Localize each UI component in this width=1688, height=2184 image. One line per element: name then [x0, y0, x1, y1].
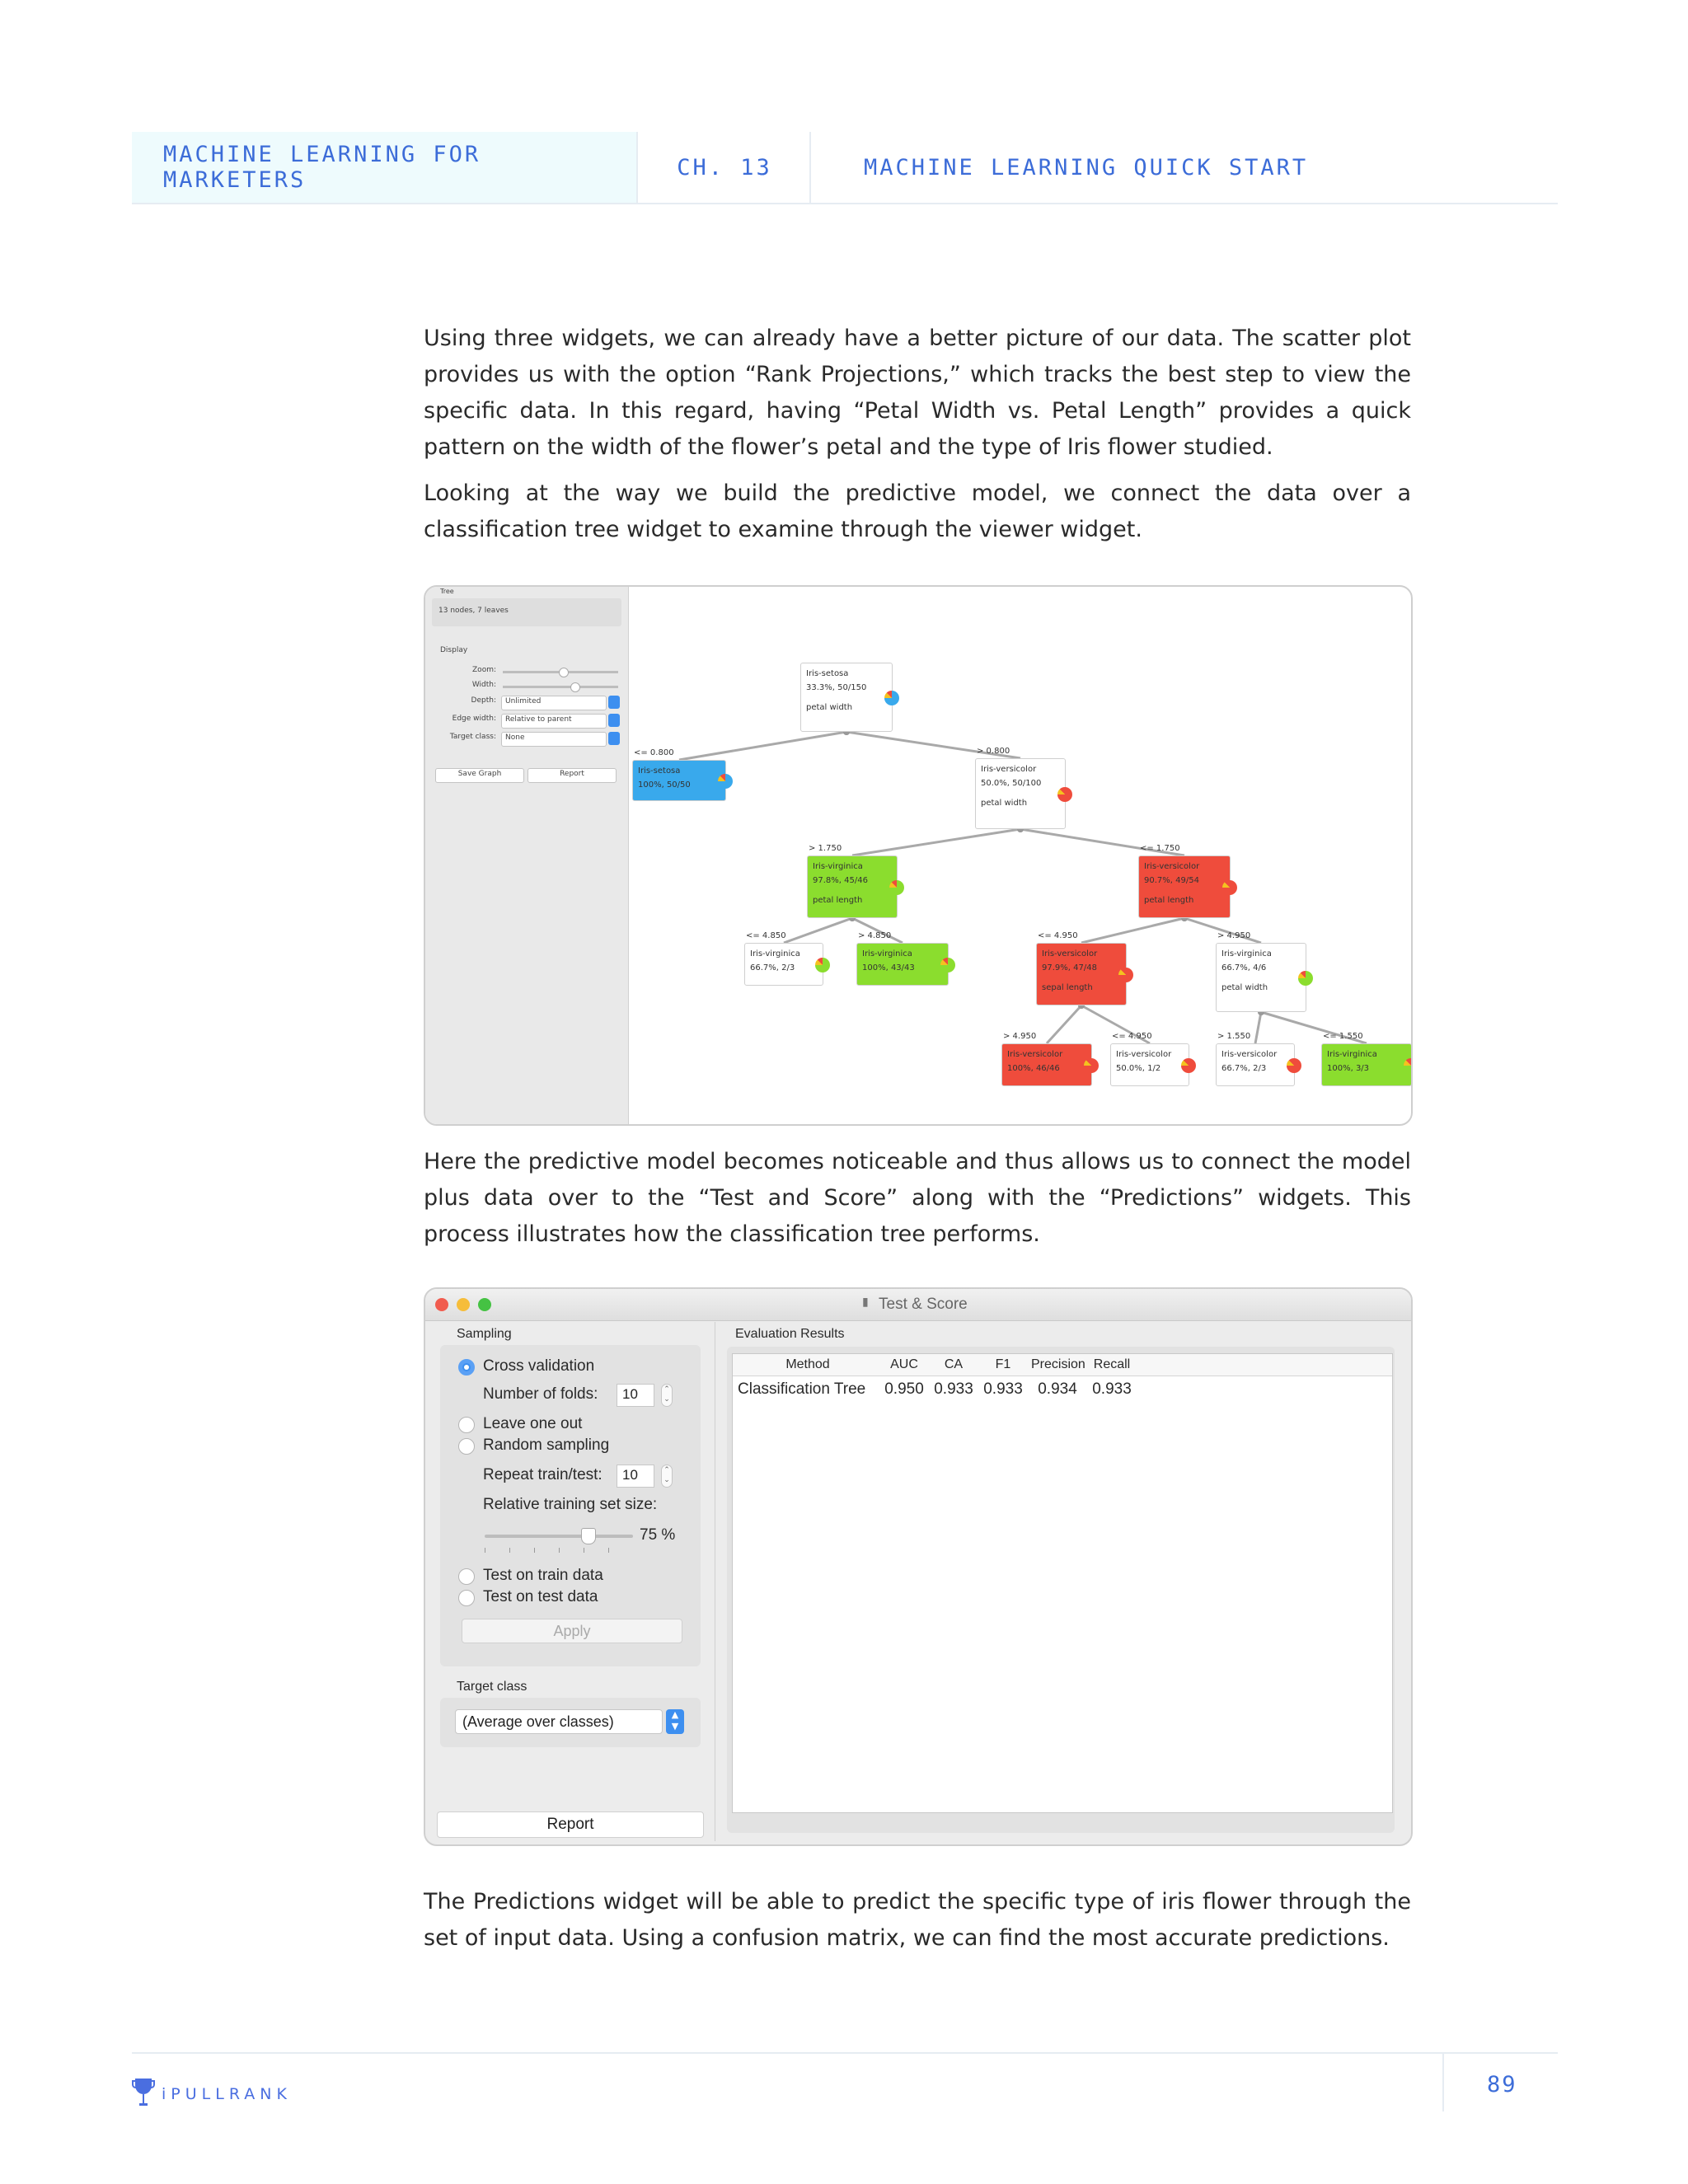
depth-select[interactable]: Unlimited: [501, 696, 607, 710]
zoom-slider-knob[interactable]: [559, 668, 569, 677]
results-column-header[interactable]: Recall: [1093, 1357, 1131, 1371]
node-stat: 50.0%, 1/2: [1116, 1064, 1161, 1073]
node-stat: 100%, 50/50: [638, 780, 691, 790]
random-sampling-label: Random sampling: [483, 1436, 610, 1454]
edge-label: > 1.750: [809, 844, 842, 853]
tree-viewer-sidebar: [425, 587, 629, 1124]
node-class: Iris-setosa: [806, 669, 849, 678]
save-graph-button[interactable]: Save Graph: [435, 768, 524, 783]
width-label: Width:: [471, 681, 496, 689]
tree-edge: [1047, 1005, 1081, 1043]
target-class-dropdown-icon[interactable]: ▲ ▼: [666, 1709, 684, 1734]
node-class: Iris-virginica: [1327, 1050, 1377, 1059]
edge-label: > 1.550: [1217, 1032, 1251, 1041]
edge-label: <= 1.550: [1323, 1032, 1363, 1041]
edge-label: > 0.800: [977, 747, 1010, 756]
target-class-select[interactable]: (Average over classes): [455, 1709, 663, 1734]
tree-node[interactable]: [1001, 1043, 1092, 1086]
random-sampling-radio[interactable]: [458, 1438, 475, 1455]
edge-label: > 4.950: [1217, 931, 1251, 940]
table-cell: Classification Tree: [738, 1380, 866, 1398]
table-cell: 0.950: [884, 1380, 924, 1398]
results-label: Evaluation Results: [735, 1327, 845, 1341]
edge-label: > 4.950: [1003, 1032, 1037, 1041]
chapter-label: CH. 13: [636, 132, 811, 203]
target-class-select-arrow-icon[interactable]: [608, 732, 620, 745]
tree-info: 13 nodes, 7 leaves: [438, 607, 509, 615]
tree-edge: [1081, 918, 1184, 943]
footer-brand: iPULLRANK: [162, 2085, 292, 2103]
edge-label: <= 4.950: [1038, 931, 1078, 940]
folds-label: Number of folds:: [483, 1385, 598, 1403]
test-score-figure: [424, 1287, 1413, 1846]
tree-node[interactable]: [856, 943, 949, 986]
tree-node[interactable]: [1216, 1043, 1295, 1086]
results-column-header[interactable]: Method: [785, 1357, 830, 1371]
leave-one-out-label: Leave one out: [483, 1415, 583, 1432]
results-column-header[interactable]: F1: [995, 1357, 1011, 1371]
paragraph-2: Looking at the way we build the predictive model, we connect the data over a classification tree widget to examine through the viewer widget.: [424, 480, 1411, 542]
page-number: 89: [1487, 2072, 1517, 2097]
node-pie-icon: [718, 774, 733, 789]
node-pie-icon: [1084, 1058, 1099, 1073]
test-test-radio[interactable]: [458, 1590, 475, 1606]
running-header: [132, 132, 1558, 204]
node-pie-icon: [1118, 968, 1133, 982]
tree-node[interactable]: [1321, 1043, 1412, 1086]
node-class: Iris-virginica: [862, 949, 912, 958]
tree-node[interactable]: [1110, 1043, 1189, 1086]
zoom-window-icon[interactable]: [478, 1298, 491, 1311]
results-table: [732, 1353, 1393, 1813]
width-slider[interactable]: [503, 686, 618, 688]
node-stat: 100%, 43/43: [862, 963, 915, 972]
trophy-logo-icon: [132, 2077, 155, 2107]
paragraph-4: The Predictions widget will be able to predict the specific type of iris flower through the set of input data. Using a confusion matrix, we can find the most accurate predictions.: [424, 1889, 1411, 1951]
results-column-header[interactable]: Precision: [1031, 1357, 1085, 1371]
node-stat: 66.7%, 2/3: [750, 963, 795, 972]
repeat-stepper-icon[interactable]: ⌃ ⌄: [661, 1465, 673, 1488]
table-row[interactable]: [733, 1379, 1392, 1400]
node-class: Iris-virginica: [750, 949, 800, 958]
apply-button[interactable]: Apply: [462, 1619, 682, 1643]
zoom-label: Zoom:: [472, 666, 496, 674]
node-class: Iris-versicolor: [1221, 1050, 1278, 1059]
edge-label: <= 4.950: [1112, 1032, 1152, 1041]
table-cell: 0.934: [1038, 1380, 1077, 1398]
node-class: Iris-versicolor: [1042, 949, 1098, 958]
book-title: MACHINE LEARNING FOR MARKETERS: [132, 132, 636, 203]
width-slider-knob[interactable]: [570, 682, 580, 692]
folds-input[interactable]: 10: [617, 1384, 654, 1407]
node-class: Iris-versicolor: [981, 765, 1037, 774]
node-split-attribute: petal width: [1221, 983, 1268, 992]
table-cell: 0.933: [983, 1380, 1023, 1398]
repeat-label: Repeat train/test:: [483, 1466, 603, 1483]
node-class: Iris-versicolor: [1144, 862, 1200, 871]
node-pie-icon: [1287, 1058, 1301, 1073]
paragraph-3: Here the predictive model becomes noticeable and thus allows us to connect the model plus data over to the “Test and Score” along with the “Predictions” widgets. This process illustrates how the classification tree performs.: [424, 1149, 1411, 1247]
node-class: Iris-setosa: [638, 766, 681, 776]
section-title: MACHINE LEARNING QUICK START: [809, 132, 1558, 203]
node-stat: 100%, 46/46: [1007, 1064, 1060, 1073]
document-icon: ▮: [862, 1296, 869, 1309]
node-class: Iris-virginica: [813, 862, 863, 871]
minimize-window-icon[interactable]: [457, 1298, 470, 1311]
edge-width-select[interactable]: Relative to parent: [501, 714, 607, 729]
tree-canvas: [629, 587, 1411, 1124]
tree-node[interactable]: [1138, 855, 1231, 918]
table-cell: 0.933: [1092, 1380, 1132, 1398]
target-class-section-label: Target class: [457, 1680, 528, 1694]
tree-node[interactable]: [1036, 943, 1127, 1005]
node-split-attribute: petal length: [813, 896, 863, 905]
test-train-label: Test on train data: [483, 1567, 603, 1584]
node-stat: 97.8%, 45/46: [813, 876, 868, 885]
close-window-icon[interactable]: [435, 1298, 448, 1311]
depth-select-arrow-icon[interactable]: [608, 696, 620, 709]
report-button[interactable]: Report: [528, 768, 617, 783]
node-stat: 100%, 3/3: [1327, 1064, 1370, 1073]
page-footer: [132, 2052, 1558, 2111]
node-pie-icon: [815, 958, 830, 972]
node-split-attribute: sepal length: [1042, 983, 1093, 992]
node-stat: 90.7%, 49/54: [1144, 876, 1199, 885]
edge-label: > 4.850: [858, 931, 892, 940]
node-stat: 97.9%, 47/48: [1042, 963, 1097, 972]
relative-size-label: Relative training set size:: [483, 1496, 658, 1513]
tree-node[interactable]: [800, 663, 893, 732]
edge-label: <= 1.750: [1140, 844, 1180, 853]
cross-validation-radio[interactable]: [458, 1359, 475, 1376]
node-class: Iris-versicolor: [1116, 1050, 1172, 1059]
node-stat: 33.3%, 50/150: [806, 683, 867, 692]
tree-node[interactable]: [632, 760, 726, 801]
repeat-input[interactable]: 10: [617, 1465, 654, 1488]
node-stat: 66.7%, 2/3: [1221, 1064, 1267, 1073]
tree-edge: [784, 918, 852, 943]
leave-one-out-radio[interactable]: [458, 1417, 475, 1433]
node-pie-icon: [1222, 880, 1237, 895]
table-cell: 0.933: [934, 1380, 973, 1398]
cross-validation-label: Cross validation: [483, 1357, 595, 1375]
tree-edge: [852, 829, 1020, 855]
node-class: Iris-virginica: [1221, 949, 1272, 958]
display-section-label: Display: [440, 646, 468, 654]
results-column-header[interactable]: CA: [944, 1357, 964, 1371]
test-test-label: Test on test data: [483, 1588, 598, 1605]
tree-node[interactable]: [807, 855, 898, 918]
test-train-radio[interactable]: [458, 1568, 475, 1585]
target-class-select[interactable]: None: [501, 732, 607, 747]
node-class: Iris-versicolor: [1007, 1050, 1063, 1059]
report-button[interactable]: Report: [437, 1811, 704, 1838]
node-split-attribute: petal length: [1144, 896, 1194, 905]
tree-edge: [1255, 1012, 1261, 1043]
paragraph-1: Using three widgets, we can already have a better picture of our data. The scatter plot provides us with the option “Rank Projections,” which tracks the best step to view the specific data. In this regard, having “Petal Width vs. Petal Length” provides a quick pattern on the width of the flower’s petal and the type of Iris flower studied.: [424, 326, 1411, 460]
folds-stepper-icon[interactable]: ⌃ ⌄: [661, 1384, 673, 1407]
edge-label: <= 4.850: [746, 931, 786, 940]
edge-width-select-arrow-icon[interactable]: [608, 714, 620, 727]
window-title: Test & Score: [879, 1296, 968, 1313]
node-pie-icon: [940, 958, 955, 972]
tree-node[interactable]: [1216, 943, 1306, 1012]
slider-ticks: [485, 1548, 633, 1553]
tree-edge: [679, 732, 846, 760]
depth-label: Depth:: [471, 696, 496, 705]
node-stat: 50.0%, 50/100: [981, 779, 1042, 788]
results-column-header[interactable]: AUC: [890, 1357, 918, 1371]
tree-info-box: [432, 598, 621, 626]
relative-size-slider-knob[interactable]: [581, 1528, 596, 1544]
node-pie-icon: [889, 880, 904, 895]
sampling-label: Sampling: [457, 1327, 512, 1341]
edge-width-label: Edge width:: [452, 715, 496, 723]
target-class-label: Target class:: [449, 733, 496, 741]
node-split-attribute: petal width: [806, 703, 853, 712]
tree-viewer-figure: [424, 585, 1413, 1126]
results-table-header: [733, 1354, 1392, 1376]
edge-label: <= 0.800: [634, 748, 674, 757]
node-pie-icon: [1181, 1058, 1196, 1073]
node-pie-icon: [884, 691, 899, 705]
tree-node[interactable]: [744, 943, 823, 986]
node-pie-icon: [1298, 971, 1313, 986]
node-stat: 66.7%, 4/6: [1221, 963, 1267, 972]
node-pie-icon: [1404, 1058, 1413, 1073]
node-split-attribute: petal width: [981, 799, 1028, 808]
relative-size-value: 75 %: [640, 1526, 676, 1544]
relative-size-slider[interactable]: [485, 1535, 633, 1538]
node-pie-icon: [1057, 787, 1072, 802]
window-title-bar: [425, 1289, 1411, 1321]
tree-node[interactable]: [975, 758, 1066, 829]
tree-section-label: Tree: [440, 588, 454, 595]
footer-divider: [1442, 2054, 1444, 2111]
